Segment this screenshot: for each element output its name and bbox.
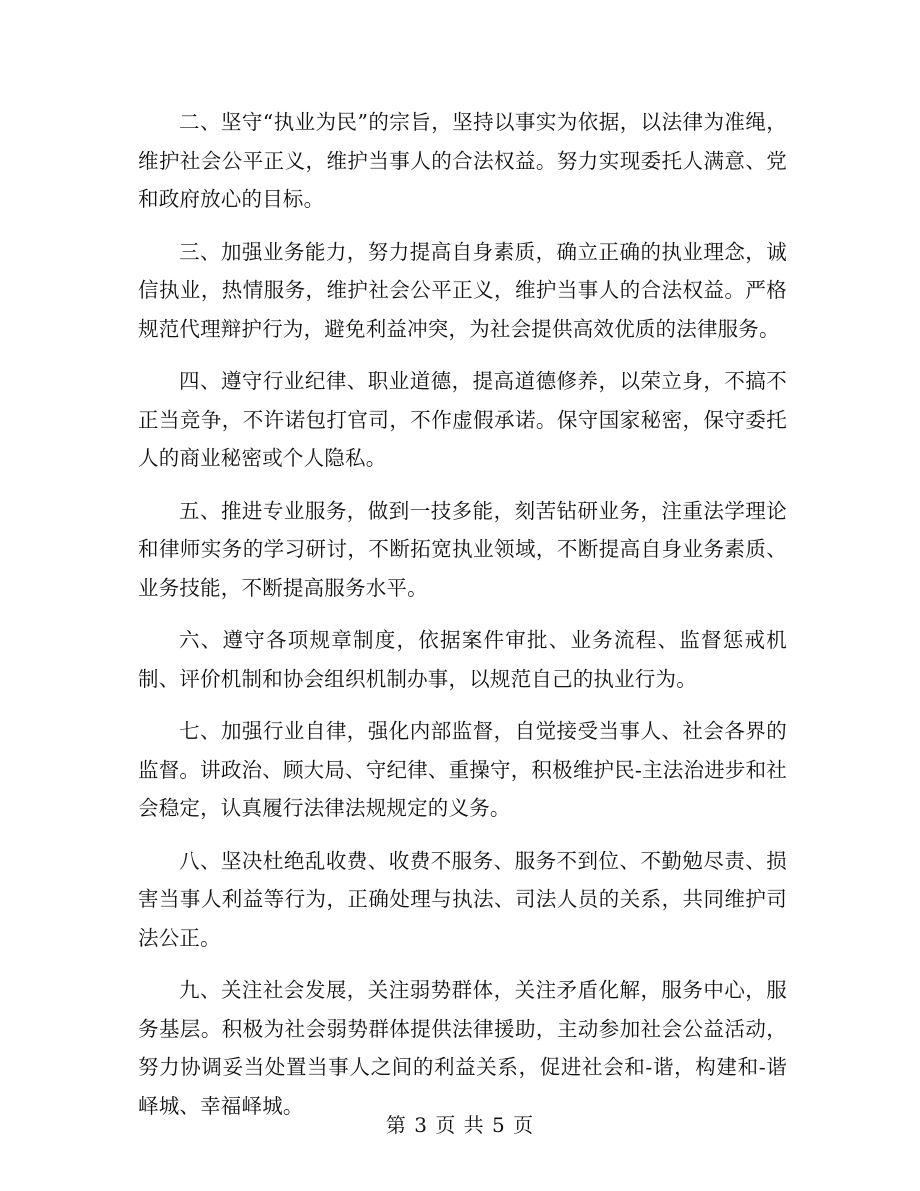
document-body: [138, 103, 787, 1139]
page-number-footer: 第 3 页 共 5 页: [385, 1113, 535, 1137]
paragraph-7: 七、加强行业自律，强化内部监督，自觉接受当事人、社会各界的监督。讲政治、顾大局、守纪律、重操守，积极维护民-主法治进步和社会稳定，认真履行法律法规规定的义务。: [138, 719, 787, 820]
paragraph-5: 五、推进专业服务，做到一技多能，刻苦钻研业务，注重法学理论和律师实务的学习研讨，不断拓宽执业领域，不断提高自身业务素质、业务技能，不断提高服务水平。: [138, 498, 787, 600]
paragraph-4: 四、遵守行业纪律、职业道德，提高道德修养，以荣立身，不搞不正当竞争，不许诺包打官司，不作虚假承诺。保守国家秘密，保守委托人的商业秘密或个人隐私。: [138, 369, 787, 470]
paragraph-2: 二、坚守“执业为民”的宗旨，坚持以事实为依据，以法律为准绳，维护社会公平正义，维护当事人的合法权益。努力实现委托人满意、党和政府放心的目标。: [138, 110, 787, 211]
paragraph-9: 九、关注社会发展，关注弱势群体，关注矛盾化解，服务中心，服务基层。积极为社会弱势群体提供法律援助，主动参加社会公益活动，努力协调妥当处置当事人之间的利益关系，促进社会和-谐，构建和-谐峄城、幸福峄城。: [138, 978, 787, 1118]
paragraph-6: 六、遵守各项规章制度，依据案件审批、业务流程、监督惩戒机制、评价机制和协会组织机制办事，以规范自己的执业行为。: [138, 628, 787, 691]
paragraph-3: 三、加强业务能力，努力提高自身素质，确立正确的执业理念，诚信执业，热情服务，维护社会公平正义，维护当事人的合法权益。严格规范代理辩护行为，避免利益冲突，为社会提供高效优质的法律服务。: [138, 239, 787, 341]
paragraph-8: 八、坚决杜绝乱收费、收费不服务、服务不到位、不勤勉尽责、损害当事人利益等行为，正确处理与执法、司法人员的关系，共同维护司法公正。: [138, 848, 787, 950]
